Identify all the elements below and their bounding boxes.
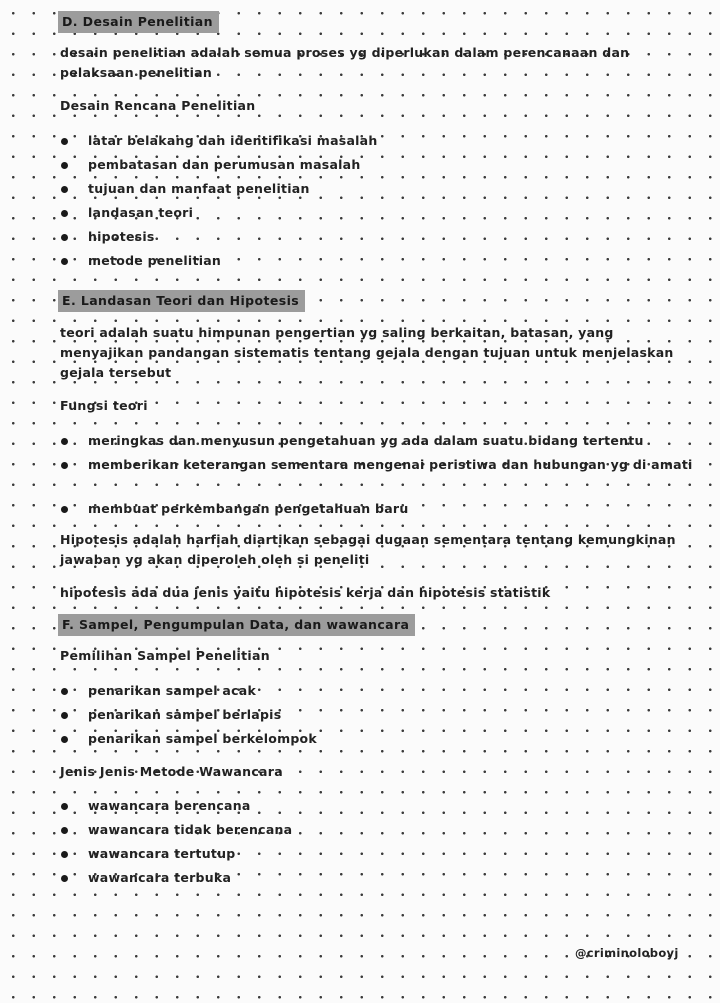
section-e-paragraph-2: Hipotesis adalah harfiah diartikan sebagai dugaan sementara tentang kemungkinan jawaban yg akan diperoleh oleh si peneliti [60,532,676,567]
list-item: membuat perkembangan pengetahuan baru [60,499,700,523]
bullet-icon [61,186,68,193]
section-e-paragraph-3: hipotesis ada dua jenis yaitu hipotesis kerja dan hipotesis statistik [60,585,551,600]
section-d-subheading: Desain Rencana Penelitian [60,98,256,113]
bullet-icon [61,138,68,145]
list-item: wawancara tertutup [60,844,700,868]
list-item: penarikan sampel acak [60,681,700,705]
section-e-list [60,431,700,523]
bullet-icon [61,875,68,882]
section-e-paragraph: teori adalah suatu himpunan pengertian yg saling berkaitan, batasan, yang menyajikan pandangan sistematis tentang gejala dengan tujuan untuk menjelaskan gejala tersebut [60,325,674,380]
list-item: penarikan sampel berlapis [60,705,700,729]
bullet-icon [61,712,68,719]
bullet-icon [61,736,68,743]
bullet-icon [61,234,68,241]
list-item: metode penelitian [60,251,700,275]
bullet-icon [61,506,68,513]
bullet-icon [61,803,68,810]
bullet-icon [61,851,68,858]
list-item: landasan teori [60,203,700,227]
section-f-heading: F. Sampel, Pengumpulan Data, dan wawancara [58,614,415,636]
list-item: penarikan sampel berkelompok [60,729,700,753]
section-e-heading: E. Landasan Teori dan Hipotesis [58,290,305,312]
bullet-icon [61,210,68,217]
list-item: meringkas dan menyusun pengetahuan yg ada dalam suatu bidang tertentu [60,431,700,455]
list-item: hipotesis [60,227,700,251]
bullet-icon [61,162,68,169]
bullet-icon [61,827,68,834]
section-d-paragraph: desain penelitian adalah semua proses yg diperlukan dalam perencanaan dan pelaksaan penelitian [60,45,630,80]
bullet-icon [61,688,68,695]
list-item: wawancara berencana [60,796,700,820]
section-f-subheading-2: Jenis Jenis Metode Wawancara [60,764,283,779]
list-item: pembatasan dan perumusan masalah [60,155,700,179]
list-item: tujuan dan manfaat penelitian [60,179,700,203]
section-d-list [60,131,700,275]
section-f-subheading: Pemilihan Sampel Penelitian [60,648,270,663]
bullet-icon [61,258,68,265]
list-item: wawancara terbuka [60,868,700,892]
list-item: latar belakang dan identifikasi masalah [60,131,700,155]
author-credit: @criminoloboyj [575,946,679,960]
list-item: memberikan keterangan sementara mengenai peristiwa dan hubungan yg di amati [60,455,700,499]
section-f-list [60,681,700,753]
section-d-heading: D. Desain Penelitian [58,11,219,33]
list-item: wawancara tidak berencana [60,820,700,844]
bullet-icon [61,462,68,469]
section-e-subheading: Fungsi teori [60,398,148,413]
section-f-list-2 [60,796,700,892]
bullet-icon [61,438,68,445]
